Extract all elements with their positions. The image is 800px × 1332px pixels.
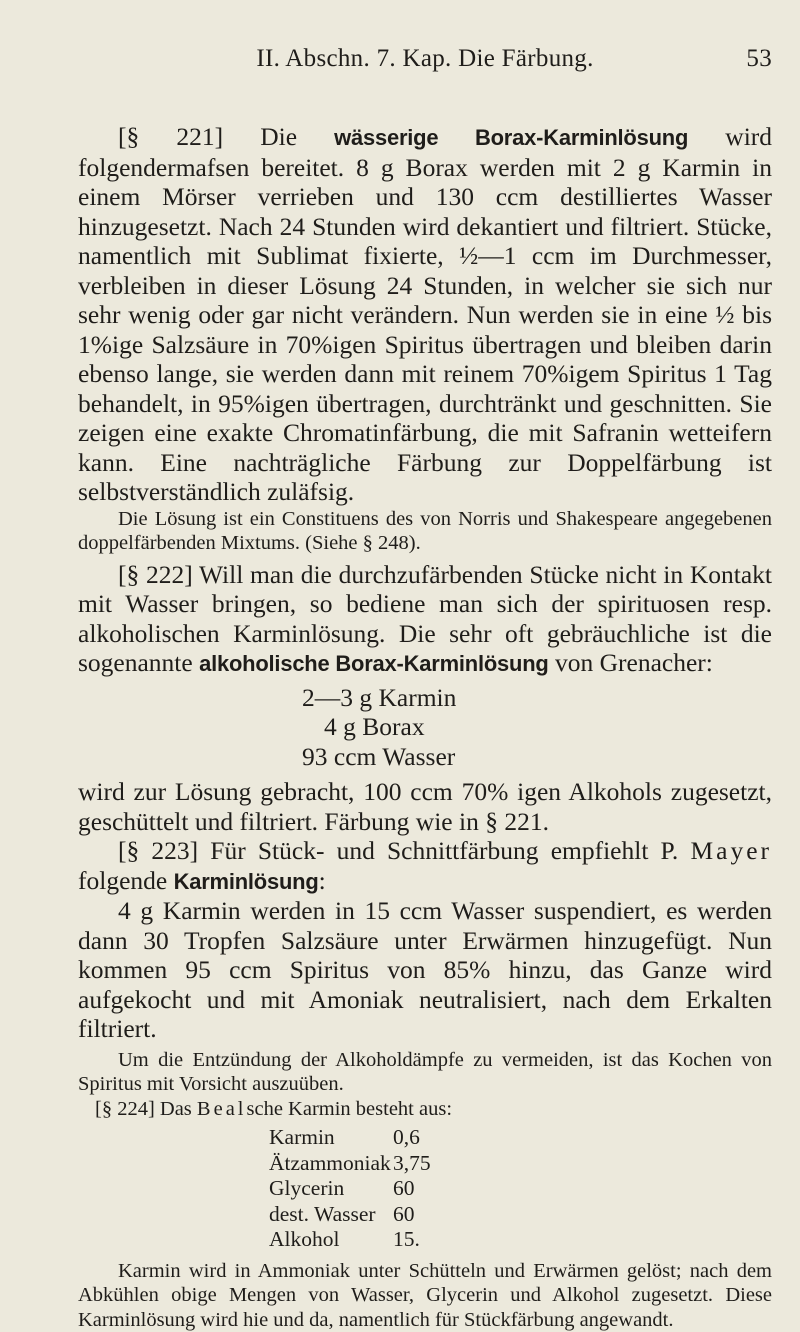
section-222: [§ 222] Will man die durchzufärbenden Stücke nicht in Kontakt mit Wasser bringen, so bediene man sich der spirituosen resp. alkoholischen Karminlösung. Die sehr oft gebräuchliche ist die sogenannte alkoholische Borax-Karminlösung von Grenacher: [78, 560, 772, 679]
recipe-grenacher [78, 683, 772, 772]
recipe-row: Glycerin 60 [78, 1176, 772, 1202]
note-norris: Die Lösung ist ein Constituens des von Norris und Shakespeare angegebenen doppelfärbenden Mixtums. (Siehe § 248). [78, 507, 772, 556]
author-mayer: Mayer [690, 836, 772, 865]
section-224: [§ 224] Das Bealsche Karmin besteht aus: [78, 1097, 772, 1122]
section-ref: [§ 223] [118, 836, 198, 865]
page-body [78, 122, 772, 1332]
term-alkoholische: alkoholische Borax-Karminlösung [199, 651, 549, 676]
section-223-procedure: 4 g Karmin werden in 15 ccm Wasser suspendiert, es werden dann 30 Tropfen Salzsäure unter Erwärmen hinzugefügt. Nun kommen 95 ccm Spiritus von 85% hinzu, das Ganze wird aufgekocht und mit Amoniak neutralisiert, nach dem Erkalten filtriert. [78, 896, 772, 1044]
note-ammoniak: Karmin wird in Ammoniak unter Schütteln und Erwärmen gelöst; nach dem Abkühlen obige Mengen von Wasser, Glycerin und Alkohol zugesetzt. Diese Karminlösung wird hie und da, namentlich für Stückfärbung angewandt. [78, 1259, 772, 1332]
section-222-continued: wird zur Lösung gebracht, 100 ccm 70% igen Alkohols zugesetzt, geschüttelt und filtriert. Färbung wie in § 221. [78, 777, 772, 836]
section-223: [§ 223] Für Stück- und Schnittfärbung empfiehlt P. Mayer folgende Karminlösung: [78, 836, 772, 896]
recipe-line: 2—3 g Karmin [78, 683, 772, 713]
recipe-line: 93 ccm Wasser [78, 742, 772, 772]
recipe-row: dest. Wasser 60 [78, 1202, 772, 1228]
recipe-beal [78, 1125, 772, 1253]
page-number: 53 [746, 44, 772, 74]
term-karminloesung: Karminlösung [174, 869, 319, 894]
term-borax-karmin: wässerige Borax-Karminlösung [334, 125, 688, 150]
recipe-line: 4 g Borax [78, 712, 772, 742]
recipe-row: Alkohol 15. [78, 1227, 772, 1253]
recipe-row: Ätzammoniak 3,75 [78, 1151, 772, 1177]
section-ref: [§ 224] [95, 1098, 155, 1120]
author-beal: Beal [197, 1098, 247, 1120]
note-vorsicht: Um die Entzündung der Alkoholdämpfe zu vermeiden, ist das Kochen von Spiritus mit Vorsicht auszuüben. [78, 1048, 772, 1097]
recipe-row: Karmin 0,6 [78, 1125, 772, 1151]
chapter-title: II. Abschn. 7. Kap. Die Färbung. [78, 44, 772, 74]
section-221: [§ 221] Die wässerige Borax-Karminlösung wird folgendermafsen bereitet. 8 g Borax werden mit 2 g Karmin in einem Mörser verrieben und 130 ccm destilliertes Wasser hinzugesetzt. Nach 24 Stunden wird dekantiert und filtriert. Stücke, namentlich mit Sublimat fixierte, ½—1 ccm im Durchmesser, verbleiben in dieser Lösung 24 Stunden, in welcher sie sich nur sehr wenig oder gar nicht verändern. Nun werden sie in eine ½ bis 1%ige Salzsäure in 70%igen Spiritus übertragen und bleiben darin ebenso lange, sie werden dann mit reinem 70%igem Spiritus 1 Tag behandelt, in 95%igen übertragen, durchtränkt und geschnitten. Sie zeigen eine exakte Chromatinfärbung, die mit Safranin wetteifern kann. Eine nachträgliche Färbung zur Doppelfärbung ist selbstverständlich zuläfsig. [78, 122, 772, 507]
section-ref: [§ 221] [118, 122, 223, 151]
